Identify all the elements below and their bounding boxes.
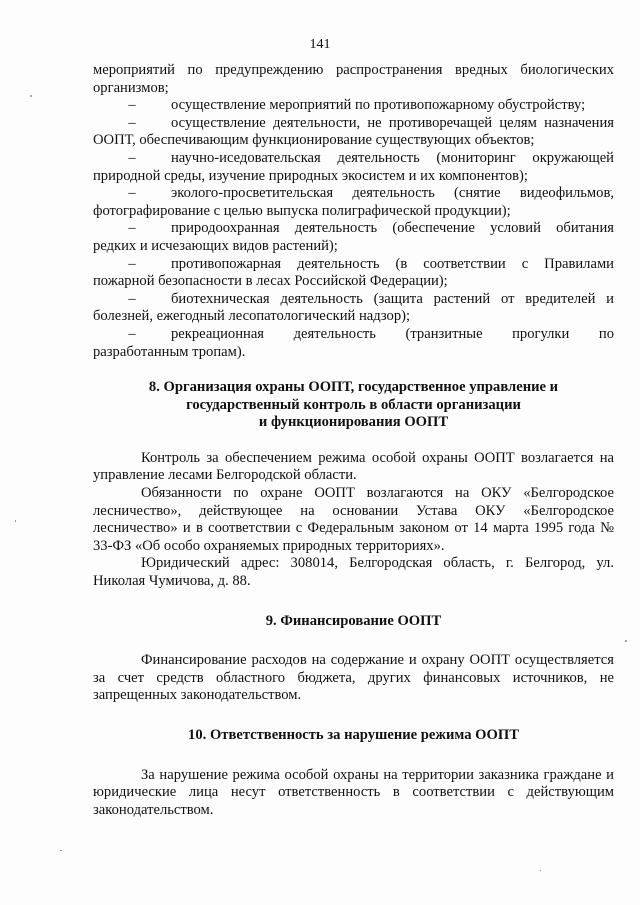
list-item-text: осуществление мероприятий по противопожарному обустройству;	[171, 97, 586, 114]
list-dash: –	[128, 97, 136, 114]
section-10-heading: 10. Ответственность за нарушение режима ООПТ	[188, 727, 519, 743]
list-item-text: противопожарная деятельность (в соответствии с Правилами	[171, 255, 614, 272]
section-9-heading: 9. Финансирование ООПТ	[265, 612, 442, 629]
list-item	[93, 115, 614, 133]
list-item-continuation: природной среды, изучение природных экосистем и их компонентов);	[93, 167, 528, 184]
section-8-address: Юридический адрес: 308014, Белгородская область, г. Белгород, ул. Николая Чумичова, д. 88.	[93, 555, 614, 590]
list-item	[93, 150, 614, 168]
section-heading-line: 8. Организация охраны ООПТ, государственное управление и	[148, 379, 559, 396]
activities-list	[93, 97, 614, 361]
page-number: 141	[309, 37, 331, 52]
section-10-paragraph: За нарушение режима особой охраны на территории заказника граждане и юридические лица несут ответственность в соответствии с действующим законодательством.	[93, 766, 614, 818]
section-9-paragraph: Финансирование расходов на содержание и охрану ООПТ осуществляется за счет средств областного бюджета, других финансовых источников, не запрещенных законодательством.	[93, 652, 614, 704]
list-item-text: рекреационная деятельность (транзитные прогулки по	[171, 325, 614, 342]
list-dash: –	[128, 149, 136, 166]
list-dash: –	[128, 220, 136, 237]
list-item-text: биотехническая деятельность (защита растений от вредителей и	[171, 290, 614, 307]
list-dash: –	[128, 325, 136, 342]
list-item-continuation: ООПТ, обеспечивающим функционирование существующих объектов;	[93, 132, 535, 149]
list-item-text: природоохранная деятельность (обеспечение условий обитания	[171, 220, 614, 237]
section-heading-line: и функционирования ООПТ	[258, 414, 449, 431]
list-item	[93, 256, 614, 274]
scan-speck	[15, 520, 16, 522]
scan-speck	[30, 95, 32, 97]
list-item-continuation: разработанным тропам).	[93, 343, 246, 360]
list-item-text: осуществление деятельности, не противоречащей целям назначения	[171, 114, 614, 131]
list-dash: –	[128, 185, 136, 202]
list-item-text: научно-иседовательская деятельность (мониторинг окружающей	[171, 149, 614, 166]
list-item	[93, 291, 614, 309]
list-item	[93, 326, 614, 344]
list-item-continuation: пожарной безопасности в лесах Российской Федерации);	[93, 273, 448, 290]
list-dash: –	[128, 114, 136, 131]
list-item-continuation: фотографирование с целью выпуска полиграфической продукции);	[93, 202, 511, 219]
scan-speck	[60, 850, 62, 851]
scan-speck	[540, 870, 541, 871]
list-item-text: эколого-просветительская деятельность (снятие видеофильмов,	[171, 185, 614, 202]
section-8-paragraph: Контроль за обеспечением режима особой охраны ООПТ возлагается на управление лесами Белгородской области.	[93, 449, 614, 484]
list-dash: –	[128, 255, 136, 272]
section-8-paragraph: Обязанности по охране ООПТ возлагаются на ОКУ «Белгородское лесничество», действующее на основании Устава ОКУ «Белгородское лесничество» и в соответствии с Федеральным законом от 14 марта 1995 года № 33-ФЗ «Об особо охраняемых природных территориях».	[93, 485, 614, 554]
list-item	[93, 185, 614, 203]
list-item-continuation: болезней, ежегодный лесопатологический надзор);	[93, 308, 411, 325]
list-item-continuation: редких и исчезающих видов растений);	[93, 237, 338, 254]
section-8-heading	[93, 379, 614, 432]
intro-paragraph: мероприятий по предупреждению распространения вредных биологических организмов;	[93, 62, 614, 96]
list-item	[93, 97, 614, 115]
document-body	[93, 62, 614, 819]
scan-speck	[625, 640, 627, 642]
section-heading-line: государственный контроль в области организации	[186, 396, 521, 413]
list-dash: –	[128, 290, 136, 307]
list-item	[93, 220, 614, 238]
